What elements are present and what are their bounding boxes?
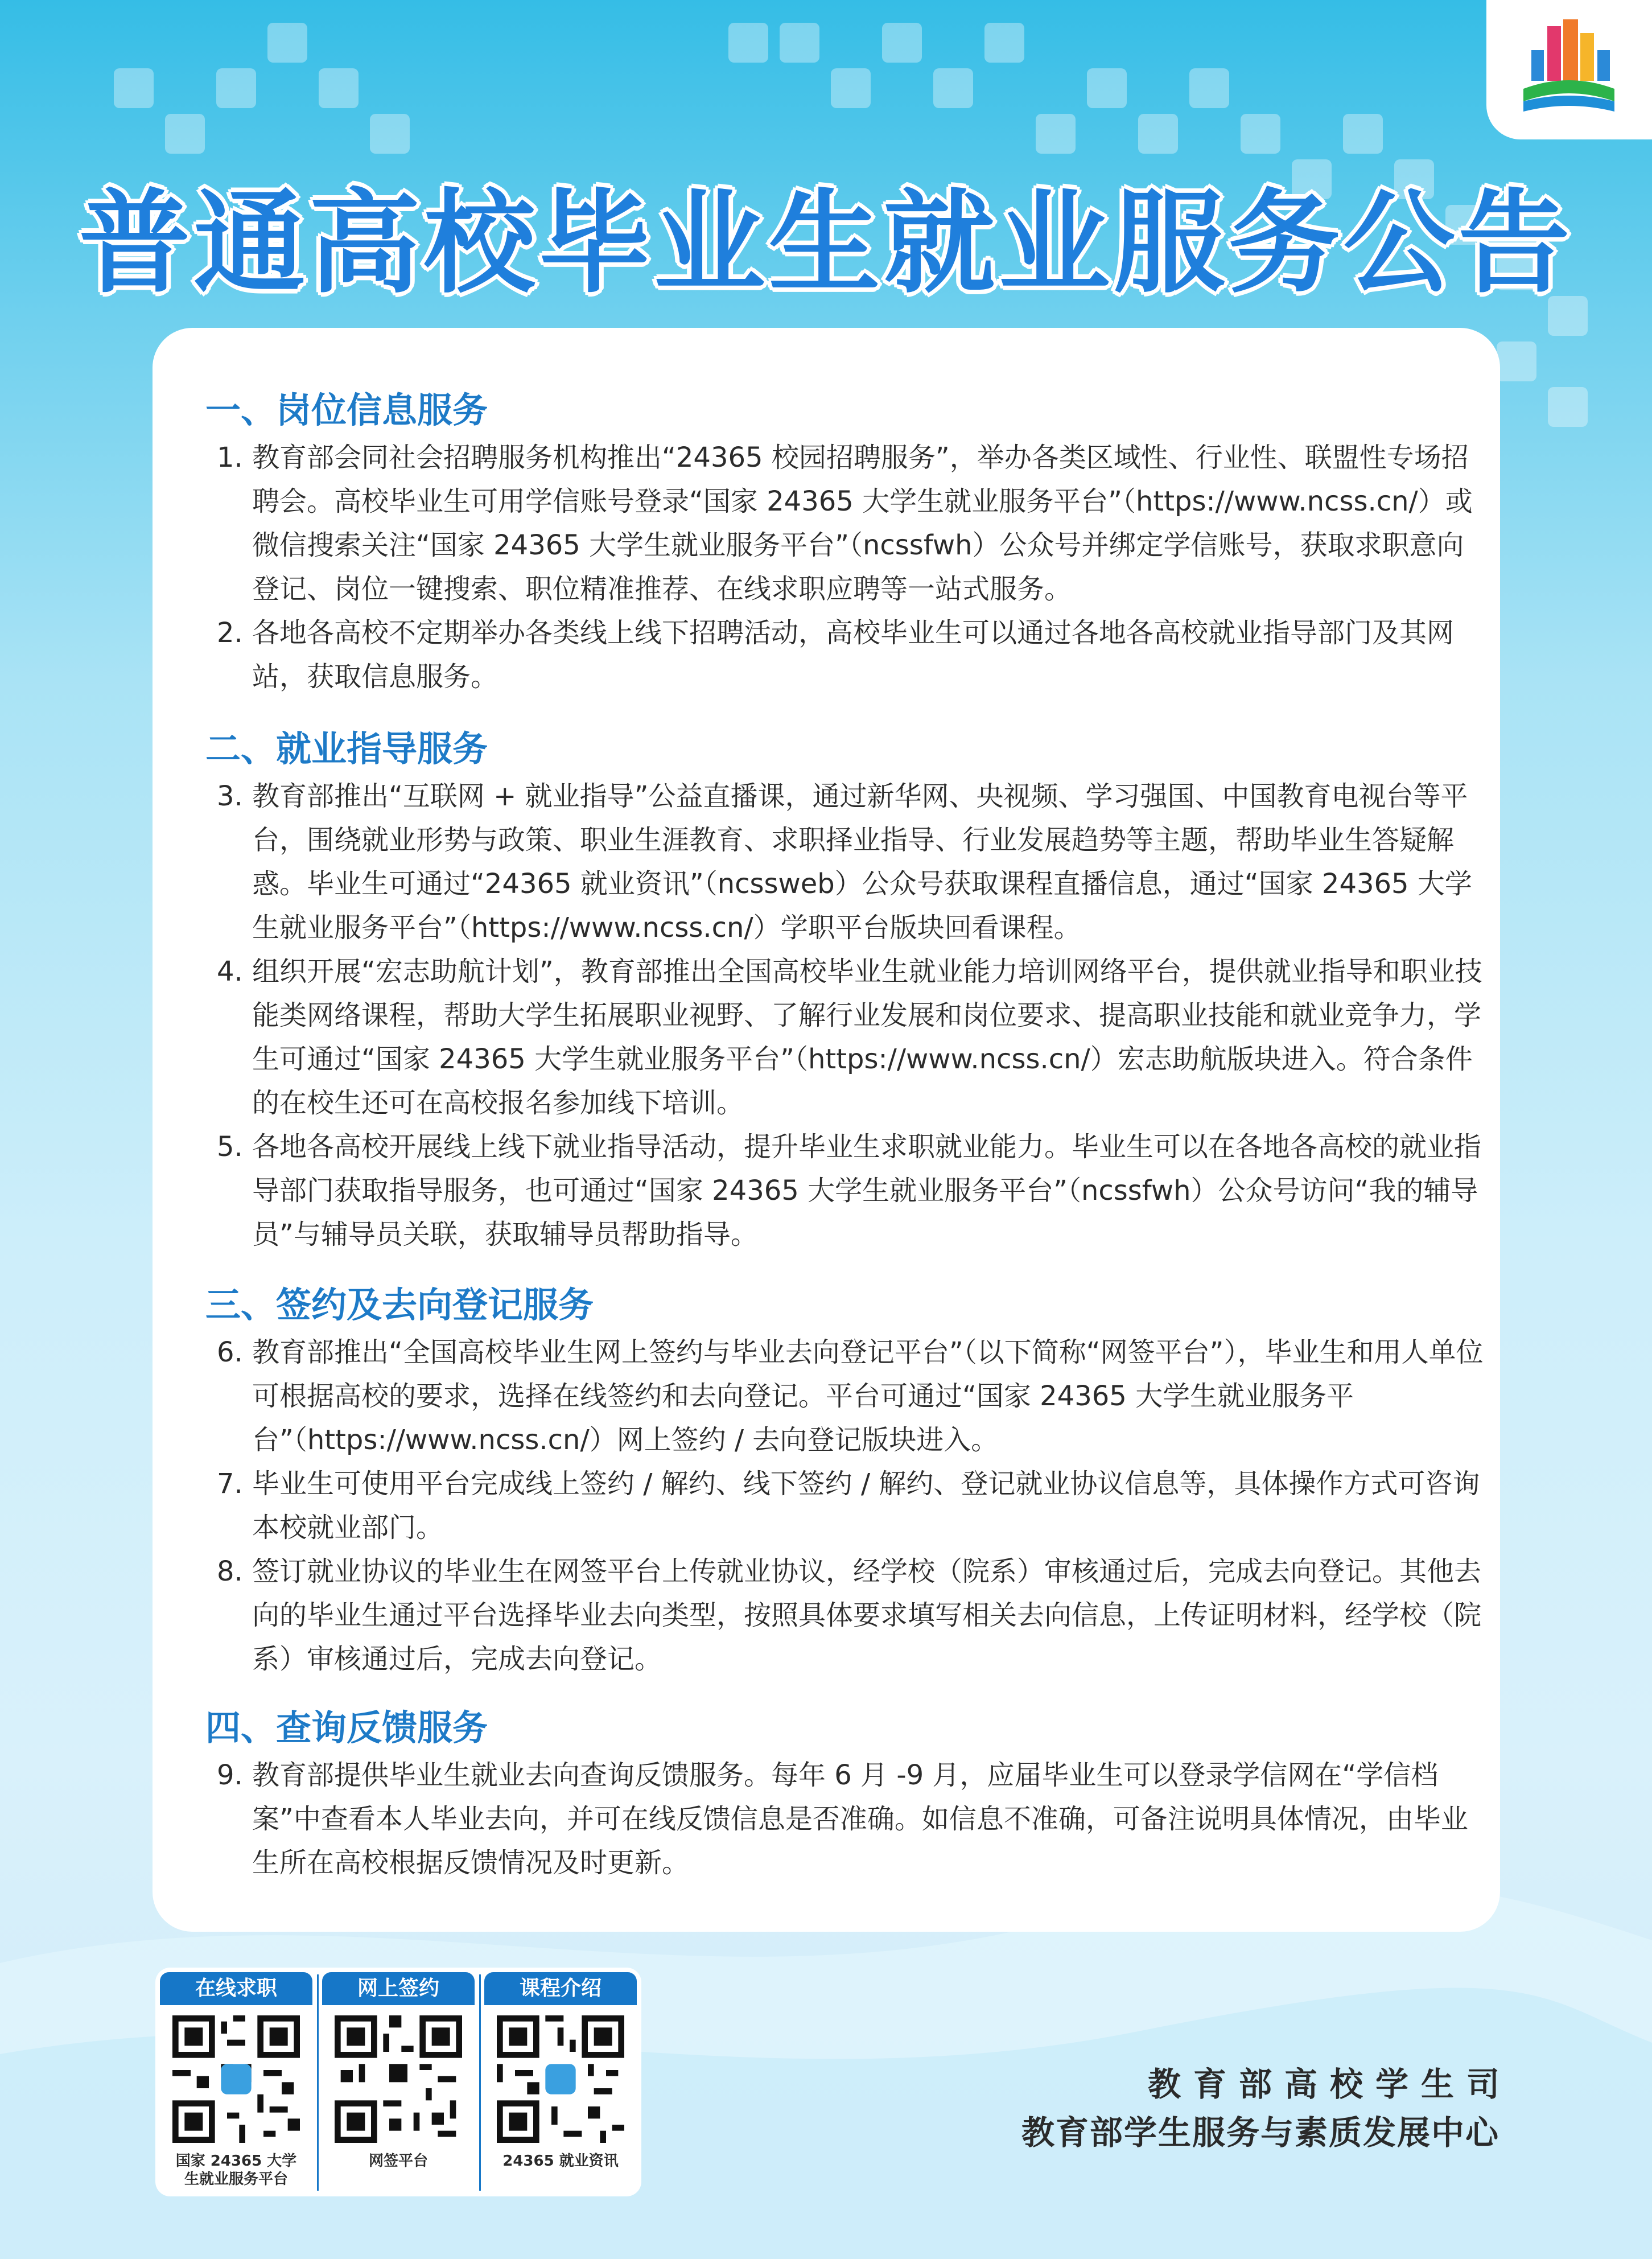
campus-logo-icon: [1518, 16, 1620, 118]
item-number: 2.: [217, 617, 243, 649]
list-item: [217, 1331, 1489, 1462]
item-number: 7.: [217, 1468, 243, 1500]
item-number: 4.: [217, 956, 243, 987]
item-text: 教育部提供毕业生就业去向查询反馈服务。每年 6 月 -9 月，应届毕业生可以登录学信网在“学信档案”中查看本人毕业去向，并可在线反馈信息是否准确。如信息不准确，可备注说明具体情况，由毕业生所在高校根据反馈情况及时更新。: [252, 1759, 1468, 1879]
item-number: 9.: [217, 1759, 243, 1791]
item-text: 教育部推出“全国高校毕业生网上签约与毕业去向登记平台”（以下简称“网签平台”），毕业生和用人单位可根据高校的要求，选择在线签约和去向登记。平台可通过“国家 24365 大学生就业服务平台”（https://www.ncss.cn/）网上签约 / 去向登记版块进入。: [252, 1336, 1484, 1456]
item-text: 签订就业协议的毕业生在网签平台上传就业协议，经学校（院系）审核通过后，完成去向登记。其他去向的毕业生通过平台选择毕业去向类型，按照具体要求填写相关去向信息，上传证明材料，经学校（院系）审核通过后，完成去向登记。: [252, 1556, 1482, 1675]
item-text: 各地各高校不定期举办各类线上线下招聘活动，高校毕业生可以通过各地各高校就业指导部门及其网站，获取信息服务。: [252, 617, 1455, 693]
item-number: 3.: [217, 780, 243, 812]
item-text: 各地各高校开展线上线下就业指导活动，提升毕业生求职就业能力。毕业生可以在各地各高校的就业指导部门获取指导服务，也可通过“国家 24365 大学生就业服务平台”（ncssfwh）公众号访问“我的辅导员”与辅导员关联，获取辅导员帮助指导。: [252, 1131, 1482, 1250]
qr-caption-line: 24365 就业资讯: [502, 2153, 619, 2170]
list-item: [217, 436, 1489, 611]
qr-caption-line: 生就业服务平台: [184, 2171, 288, 2188]
qr-caption: [159, 2152, 314, 2188]
item-number: 5.: [217, 1131, 243, 1163]
item-number: 6.: [217, 1336, 243, 1368]
qr-header: 网上签约: [322, 1972, 475, 2005]
section-title-query-feedback: 四、查询反馈服务: [205, 1707, 488, 1748]
item-text: 教育部会同社会招聘服务机构推出“24365 校园招聘服务”，举办各类区域性、行业性、联盟性专场招聘会。高校毕业生可用学信账号登录“国家 24365 大学生就业服务平台”（https://www.ncss.cn/）或微信搜索关注“国家 24365 大学生就业服务平台”（ncssfwh）公众号并绑定学信账号，获取求职意向登记、岗位一键搜索、职位精准推荐、在线求职应聘等一站式服务。: [252, 442, 1473, 605]
section-title-job-info: 一、岗位信息服务: [205, 389, 488, 431]
item-text: 组织开展“宏志助航计划”，教育部推出全国高校毕业生就业能力培训网络平台，提供就业指导和职业技能类网络课程，帮助大学生拓展职业视野、了解行业发展和岗位要求、提高职业技能和就业竞争力，学生可通过“国家 24365 大学生就业服务平台”（https://www.ncss.cn/）宏志助航版块进入。符合条件的在校生还可在高校报名参加线下培训。: [252, 956, 1482, 1119]
logo-badge: [1486, 0, 1652, 139]
qr-card-online-job[interactable]: [155, 1968, 317, 2196]
qr-caption-line: 国家 24365 大学: [175, 2153, 297, 2170]
qr-caption: [483, 2152, 638, 2170]
list-item: [217, 775, 1489, 950]
item-text: 毕业生可使用平台完成线上签约 / 解约、线下签约 / 解约、登记就业协议信息等，具体操作方式可咨询本校就业部门。: [252, 1468, 1480, 1544]
list-item: [217, 950, 1489, 1125]
item-text: 教育部推出“互联网 + 就业指导”公益直播课，通过新华网、央视频、学习强国、中国教育电视台等平台，围绕就业形势与政策、职业生涯教育、求职择业指导、行业发展趋势等主题，帮助毕业生答疑解惑。毕业生可通过“24365 就业资讯”（ncssweb）公众号获取课程直播信息，通过“国家 24365 大学生就业服务平台”（https://www.ncss.cn/）学职平台版块回看课程。: [252, 780, 1472, 944]
issuer-name: 教育部学生服务与素质发展中心: [1021, 2113, 1499, 2152]
page-title: 普通高校毕业生就业服务公告: [79, 179, 1573, 308]
qr-header: 课程介绍: [484, 1972, 637, 2005]
item-number: 8.: [217, 1556, 243, 1587]
qr-card-course-intro[interactable]: [480, 1968, 641, 2196]
list-item: [217, 1462, 1489, 1550]
issuer-name: 教育部高校学生司: [1147, 2065, 1512, 2104]
qr-caption: [321, 2152, 476, 2170]
qr-code-icon: [497, 2015, 624, 2143]
list-item: [217, 1754, 1489, 1885]
qr-header: 在线求职: [160, 1972, 312, 2005]
announcement-card: [153, 328, 1500, 1932]
qr-code-icon: [172, 2015, 300, 2143]
item-number: 1.: [217, 442, 243, 474]
list-item: [217, 611, 1489, 699]
list-item: [217, 1550, 1489, 1681]
list-item: [217, 1125, 1489, 1257]
section-title-career-guidance: 二、就业指导服务: [205, 728, 488, 770]
qr-code-icon: [335, 2015, 462, 2143]
qr-caption-line: 网签平台: [368, 2153, 428, 2170]
qr-card-online-signing[interactable]: [318, 1968, 479, 2196]
section-title-signing-registration: 三、签约及去向登记服务: [205, 1284, 594, 1326]
qr-code-panel: [155, 1968, 641, 2196]
